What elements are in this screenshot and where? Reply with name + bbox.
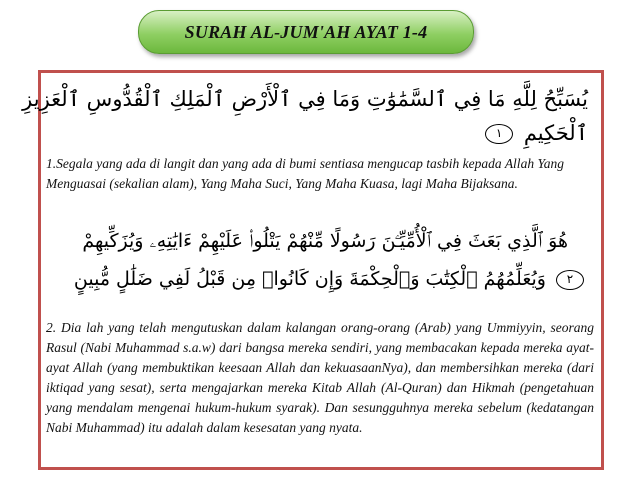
ayah-1-translation: 1.Segala yang ada di langit dan yang ada di bumi sentiasa mengucap tasbih kepada Allah Yang Menguasai (sekalian alam), Yang Maha Suci, Yang Maha Kuasa, lagi Maha Bijaksana. <box>46 156 564 191</box>
title-banner <box>138 10 474 54</box>
ayah-2-translation: 2. Dia lah yang telah mengutuskan dalam kalangan orang-orang (Arab) yang Ummiyyin, seorang Rasul (Nabi Muhammad s.a.w) dari bangsa mereka sendiri, yang membacakan kepada mereka ayat-ayat Allah (yang membuktikan keesaan Allah dan kekuasaanNya), dan membersihkan mereka (dari iktiqad yang sesat), serta mengajarkan mereka Kitab Allah (Al-Quran) dan Hikmah (pengetahuan yang mendalam mengenai hukum-hukum syarak). Dan sesungguhnya mereka sebelum (kedatangan Nabi Muhammad) itu adalah dalam kesesatan yang nyata. <box>46 320 594 435</box>
ayah-1-number-marker: ١ <box>485 124 513 144</box>
ayah-2-number-marker: ٢ <box>556 270 584 290</box>
ayah-1-arabic-line-1: يُسَبِّحُ لِلَّهِ مَا فِي ٱلسَّمَٰوَٰتِ وَمَا فِي ٱلْأَرْضِ ٱلْمَلِكِ ٱلْقُدُّوسِ ٱلْعَزِيزِ <box>22 87 588 111</box>
ayah-2-arabic-text: وَيُعَلِّمُهُمُ ٱلْكِتَٰبَ وَٱلْحِكْمَةَ وَإِن كَانُوا۟ مِن قَبْلُ لَفِي ضَلَٰلٍ مُّبِينٍ <box>73 268 546 290</box>
ayah-1-arabic-word: ٱلْحَكِيمِ <box>523 121 588 145</box>
ayah-1-arabic-line-2 <box>481 116 588 150</box>
ayah-2-arabic-line-2 <box>74 262 588 296</box>
ayah-2-arabic-line-1: هُوَ ٱلَّذِي بَعَثَ فِي ٱلْأُمِّيِّـۧنَ رَسُولًا مِّنْهُمْ يَتْلُوا۟ عَلَيْهِمْ ءَايَٰتِهِۦ وَيُزَكِّيهِمْ <box>82 230 568 252</box>
page-title: SURAH AL-JUM'AH AYAT 1-4 <box>184 21 428 42</box>
